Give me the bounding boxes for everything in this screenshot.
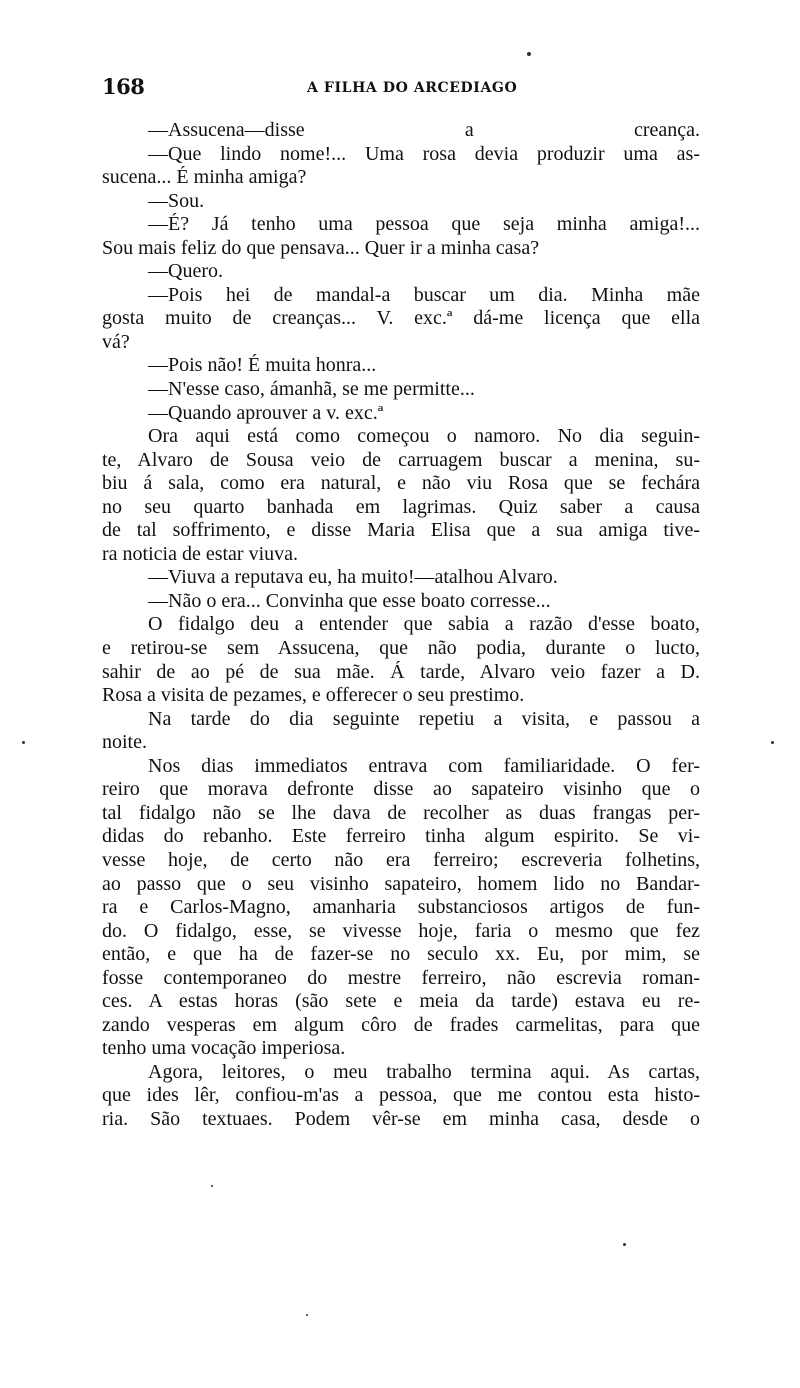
text-line: ra noticia de estar viuva.: [102, 542, 299, 565]
print-speck: [306, 1314, 308, 1316]
text-line: —Quando aprouver a v. exc.ª: [148, 401, 384, 424]
page-number: 168: [102, 74, 145, 99]
text-line: zando vesperas em algum côro de frades carmelitas, para que: [102, 1013, 700, 1036]
print-speck: [22, 741, 25, 744]
text-line: no seu quarto banhada em lagrimas. Quiz saber a causa: [102, 495, 700, 518]
text-line: vesse hoje, de certo não era ferreiro; escreveria folhetins,: [102, 848, 700, 871]
text-line: —Que lindo nome!... Uma rosa devia produzir uma as-: [148, 142, 700, 165]
text-line: noite.: [102, 731, 147, 754]
text-line: te, Alvaro de Sousa veio de carruagem buscar a menina, su-: [102, 448, 700, 471]
print-speck: [623, 1243, 626, 1246]
print-speck: [211, 1185, 213, 1187]
running-title: A FILHA DO ARCEDIAGO: [307, 80, 518, 96]
page-header: [102, 74, 700, 104]
text-line: —É? Já tenho uma pessoa que seja minha amiga!...: [148, 213, 700, 236]
text-line: Rosa a visita de pezames, e offerecer o seu prestimo.: [102, 684, 525, 707]
text-line: —N'esse caso, ámanhã, se me permitte...: [148, 378, 475, 401]
text-line: sahir de ao pé de sua mãe. Á tarde, Alvaro veio fazer a D.: [102, 660, 700, 683]
text-line: Sou mais feliz do que pensava... Quer ir a minha casa?: [102, 236, 540, 259]
text-line: Na tarde do dia seguinte repetiu a visita, e passou a: [148, 707, 700, 730]
text-line: ra e Carlos-Magno, amanharia substanciosos artigos de fun-: [102, 896, 700, 919]
text-line: —Não o era... Convinha que esse boato corresse...: [148, 589, 551, 612]
text-line: —Quero.: [148, 260, 223, 283]
text-line: gosta muito de creanças... V. exc.ª dá-me licença que ella: [102, 307, 700, 330]
text-line: tenho uma vocação imperiosa.: [102, 1037, 346, 1060]
text-line: ria. São textuaes. Podem vêr-se em minha casa, desde o: [102, 1107, 700, 1130]
text-line: Ora aqui está como começou o namoro. No dia seguin-: [148, 425, 700, 448]
text-line: sucena... É minha amiga?: [102, 166, 307, 189]
text-line: —Sou.: [148, 189, 205, 212]
text-line: então, e que ha de fazer-se no seculo xx. Eu, por mim, se: [102, 943, 700, 966]
text-line: vá?: [102, 330, 130, 353]
text-line: reiro que morava defronte disse ao sapateiro visinho que o: [102, 778, 700, 801]
text-line: ao passo que o seu visinho sapateiro, homem lido no Bandar-: [102, 872, 700, 895]
print-speck: [527, 52, 531, 56]
text-line: e retirou-se sem Assucena, que não podia, durante o lucto,: [102, 637, 700, 660]
print-speck: [771, 741, 774, 744]
text-line: fosse contemporaneo do mestre ferreiro, não escrevia roman-: [102, 966, 700, 989]
text-line: tal fidalgo não se lhe dava de recolher as duas frangas per-: [102, 801, 700, 824]
text-line: Nos dias immediatos entrava com familiaridade. O fer-: [148, 754, 700, 777]
text-line: O fidalgo deu a entender que sabia a razão d'esse boato,: [148, 613, 700, 636]
body-text: [102, 119, 700, 1132]
text-line: de tal soffrimento, e disse Maria Elisa que a sua amiga tive-: [102, 519, 700, 542]
text-line: didas do rebanho. Este ferreiro tinha algum espirito. Se vi-: [102, 825, 700, 848]
text-line: —Assucena—disse a creança.: [148, 119, 700, 141]
text-line: do. O fidalgo, esse, se vivesse hoje, faria o mesmo que fez: [102, 919, 700, 942]
text-line: —Pois não! É muita honra...: [148, 354, 377, 377]
text-line: biu á sala, como era natural, e não viu Rosa que se fechára: [102, 472, 700, 495]
text-line: —Pois hei de mandal-a buscar um dia. Minha mãe: [148, 283, 700, 306]
text-line: que ides lêr, confiou-m'as a pessoa, que me contou esta histo-: [102, 1084, 700, 1107]
text-line: Agora, leitores, o meu trabalho termina aqui. As cartas,: [148, 1060, 700, 1083]
text-line: ces. A estas horas (são sete e meia da tarde) estava eu re-: [102, 990, 700, 1013]
text-line: —Viuva a reputava eu, ha muito!—atalhou Alvaro.: [148, 566, 558, 589]
